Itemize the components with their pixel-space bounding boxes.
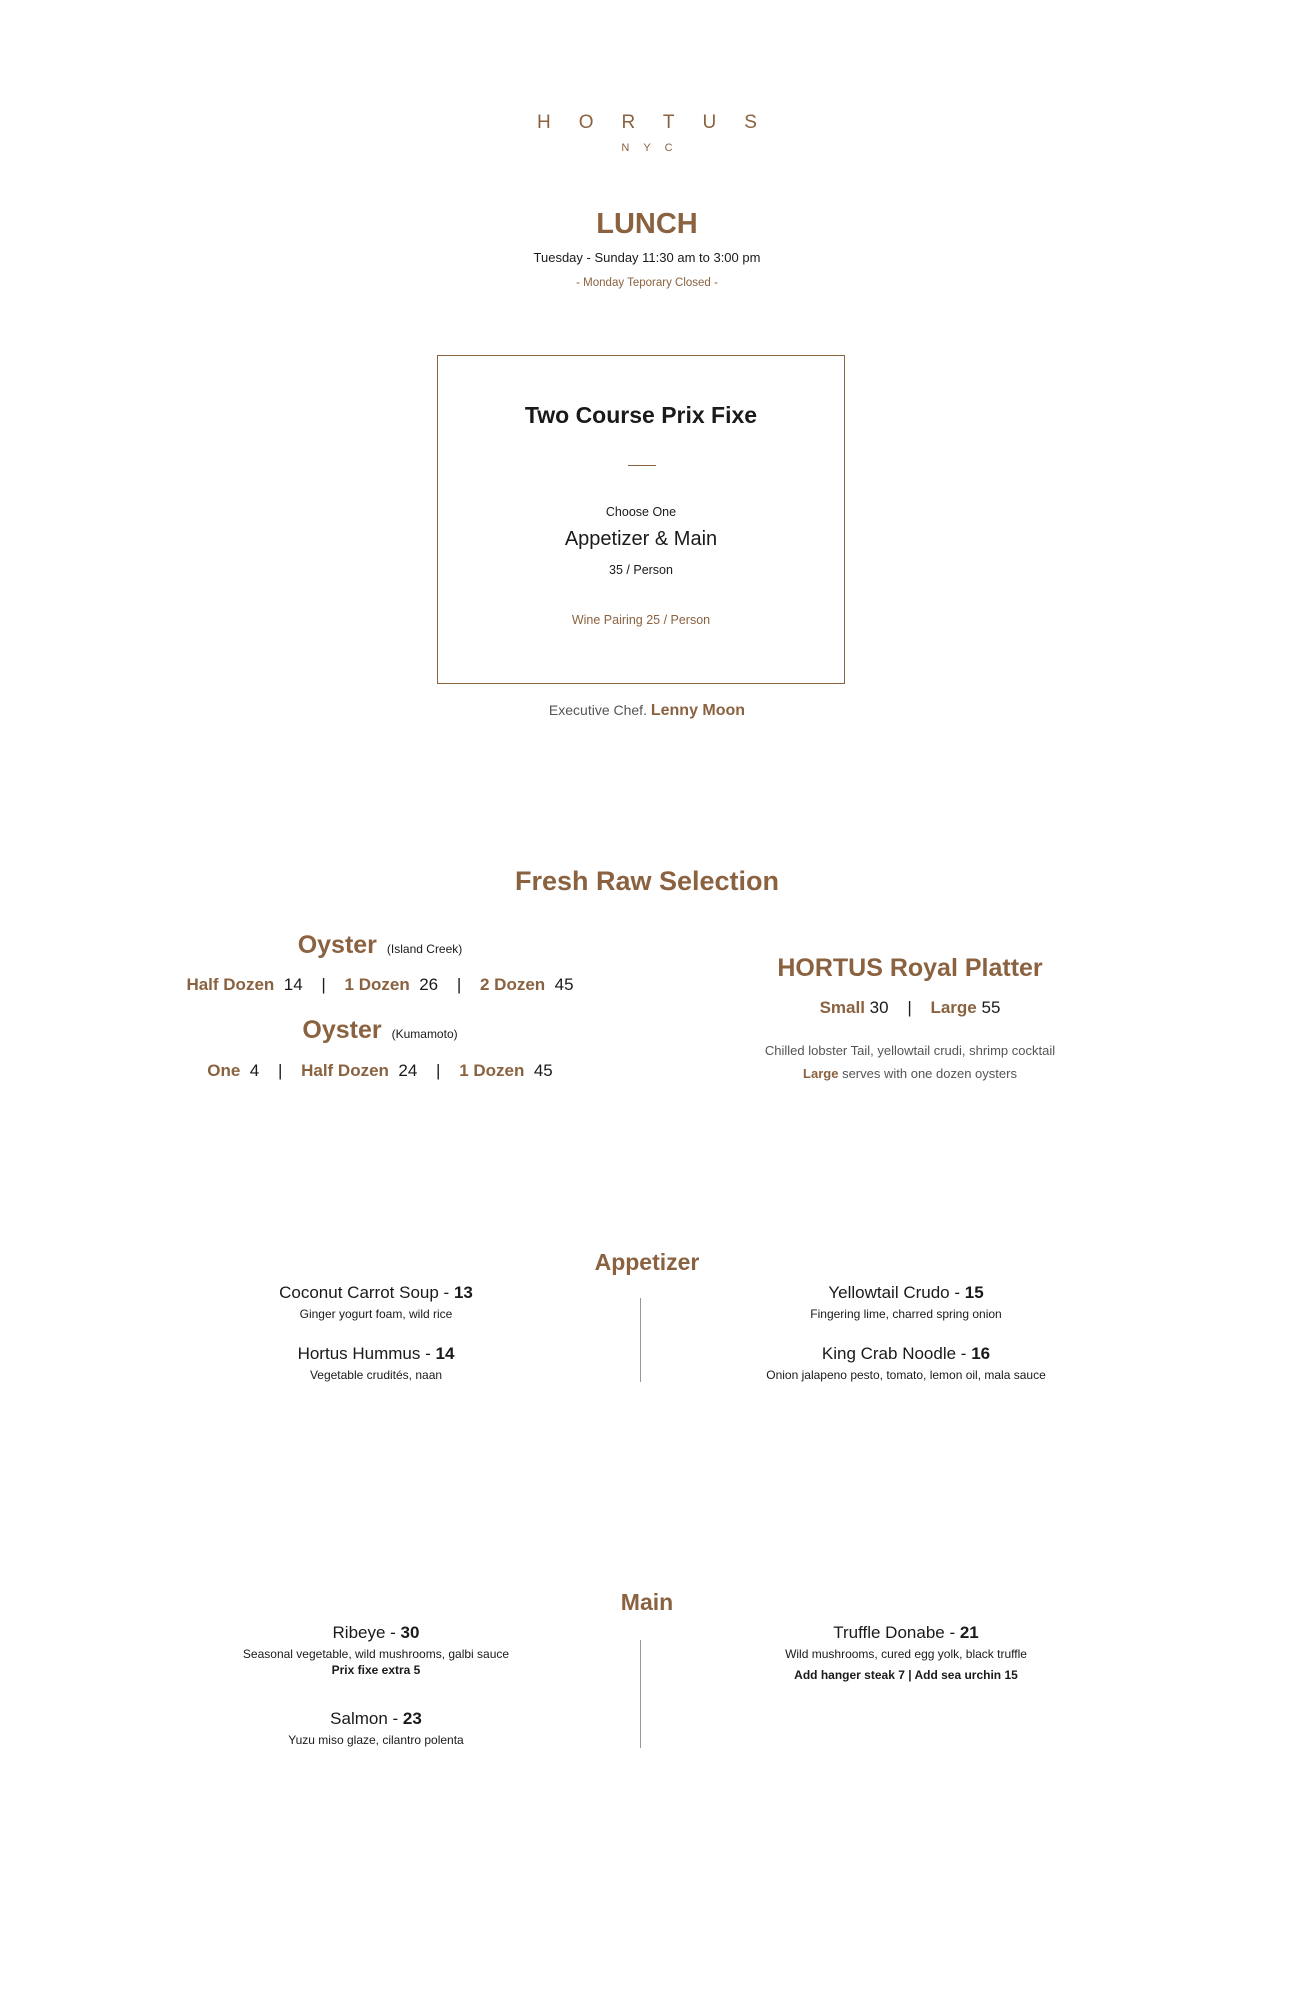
item-dash: - <box>944 1623 960 1642</box>
appetizer-item <box>706 1283 1106 1321</box>
item-price: 14 <box>435 1344 455 1363</box>
chef-name: Lenny Moon <box>650 702 746 719</box>
chef-label: Executive Chef. <box>548 702 647 718</box>
price-value: 45 <box>554 975 574 994</box>
royal-platter-description <box>700 1039 1120 1085</box>
main-divider <box>640 1640 641 1748</box>
item-name-line <box>706 1283 1106 1303</box>
item-description: Yuzu miso glaze, cilantro polenta <box>288 1733 464 1747</box>
item-name: Salmon <box>330 1709 388 1728</box>
oyster-kumamoto-prices <box>160 1061 600 1081</box>
item-dash: - <box>420 1344 436 1363</box>
item-description: Seasonal vegetable, wild mushrooms, galbi sauce <box>242 1647 510 1661</box>
item-price: 30 <box>400 1623 420 1642</box>
price-separator: | <box>907 998 912 1017</box>
main-item <box>176 1709 576 1747</box>
price-value: 4 <box>249 1061 260 1080</box>
prix-fixe-divider <box>628 465 656 466</box>
large-desc: serves with one dozen oysters <box>842 1066 1017 1081</box>
main-section-title: Main <box>620 1589 674 1615</box>
appetizer-divider <box>640 1298 641 1382</box>
raw-section-title: Fresh Raw Selection <box>514 866 780 896</box>
brand-logo-city: NYC <box>621 142 687 154</box>
item-dash: - <box>956 1344 972 1363</box>
price-value: 45 <box>533 1061 553 1080</box>
main-item <box>706 1623 1106 1682</box>
item-dash: - <box>387 1709 403 1728</box>
appetizer-item <box>176 1344 576 1382</box>
item-dash: - <box>385 1623 401 1642</box>
lunch-title: LUNCH <box>596 208 698 240</box>
royal-platter-large-note <box>700 1062 1120 1085</box>
oyster-island-creek-title <box>160 931 600 960</box>
oyster-island-creek-prices <box>160 975 600 995</box>
item-dash: - <box>438 1283 454 1302</box>
price-label: Large <box>930 998 977 1017</box>
appetizer-section-title: Appetizer <box>594 1249 700 1275</box>
item-price: 21 <box>959 1623 979 1642</box>
oyster-variety: (Kumamoto) <box>391 1027 458 1041</box>
price-label: Half Dozen <box>301 1061 389 1080</box>
appetizer-item <box>176 1283 576 1321</box>
item-description: Vegetable crudités, naan <box>309 1368 443 1382</box>
item-name-line <box>176 1623 576 1643</box>
item-price: 13 <box>453 1283 473 1302</box>
item-name-line <box>176 1283 576 1303</box>
appetizer-item <box>706 1344 1106 1382</box>
price-label: 1 Dozen <box>459 1061 525 1080</box>
item-description: Ginger yogurt foam, wild rice <box>299 1307 453 1321</box>
item-extra: Prix fixe extra 5 <box>331 1663 421 1677</box>
prix-fixe-choose: Choose One <box>605 505 677 519</box>
royal-platter-prices <box>700 998 1120 1018</box>
lunch-note: - Monday Teporary Closed - <box>576 277 718 289</box>
price-value: 26 <box>419 975 439 994</box>
item-description: Onion jalapeno pesto, tomato, lemon oil, mala sauce <box>766 1368 1046 1382</box>
price-separator: | <box>277 1061 283 1080</box>
price-label: 2 Dozen <box>480 975 546 994</box>
item-name: Truffle Donabe <box>833 1623 945 1642</box>
price-separator: | <box>321 975 326 994</box>
item-price: 15 <box>964 1283 984 1302</box>
large-label: Large <box>803 1066 839 1081</box>
price-value: 14 <box>283 975 303 994</box>
item-name-line <box>176 1709 576 1729</box>
price-separator: | <box>436 1061 441 1080</box>
prix-fixe-price: 35 / Person <box>609 563 673 577</box>
item-price: 16 <box>971 1344 991 1363</box>
brand-logo-name: HORTUS <box>537 112 785 133</box>
item-name: Ribeye <box>332 1623 386 1642</box>
price-label: 1 Dozen <box>344 975 410 994</box>
oyster-variety: (Island Creek) <box>386 942 463 956</box>
price-value: 55 <box>981 998 1001 1017</box>
oyster-name: Oyster <box>297 931 377 959</box>
item-description: Wild mushrooms, cured egg yolk, black truffle <box>785 1647 1027 1661</box>
item-name-line <box>706 1623 1106 1643</box>
price-label: One <box>207 1061 241 1080</box>
main-item <box>176 1623 576 1677</box>
item-name-line <box>706 1344 1106 1364</box>
item-name: King Crab Noodle <box>821 1344 957 1363</box>
item-description: Fingering lime, charred spring onion <box>810 1307 1002 1321</box>
prix-fixe-course: Appetizer & Main <box>564 528 718 550</box>
item-extra: Add hanger steak 7 | Add sea urchin 15 <box>794 1668 1018 1682</box>
prix-fixe-title: Two Course Prix Fixe <box>524 402 758 428</box>
item-name: Yellowtail Crudo <box>828 1283 950 1302</box>
royal-platter-desc-line: Chilled lobster Tail, yellowtail crudi, shrimp cocktail <box>764 1043 1056 1058</box>
oyster-name: Oyster <box>302 1016 382 1044</box>
item-name-line <box>176 1344 576 1364</box>
price-separator: | <box>456 975 462 994</box>
price-value: 30 <box>869 998 889 1017</box>
item-dash: - <box>949 1283 965 1302</box>
item-name: Hortus Hummus <box>297 1344 421 1363</box>
royal-platter-title: HORTUS Royal Platter <box>777 954 1043 982</box>
price-label: Half Dozen <box>186 975 275 994</box>
price-value: 24 <box>398 1061 418 1080</box>
prix-fixe-wine-pairing: Wine Pairing 25 / Person <box>571 613 711 627</box>
price-label: Small <box>819 998 865 1017</box>
lunch-hours: Tuesday - Sunday 11:30 am to 3:00 pm <box>533 250 761 265</box>
item-price: 23 <box>402 1709 422 1728</box>
oyster-kumamoto-title <box>160 1016 600 1045</box>
executive-chef <box>0 702 1294 720</box>
item-name: Coconut Carrot Soup <box>279 1283 439 1302</box>
